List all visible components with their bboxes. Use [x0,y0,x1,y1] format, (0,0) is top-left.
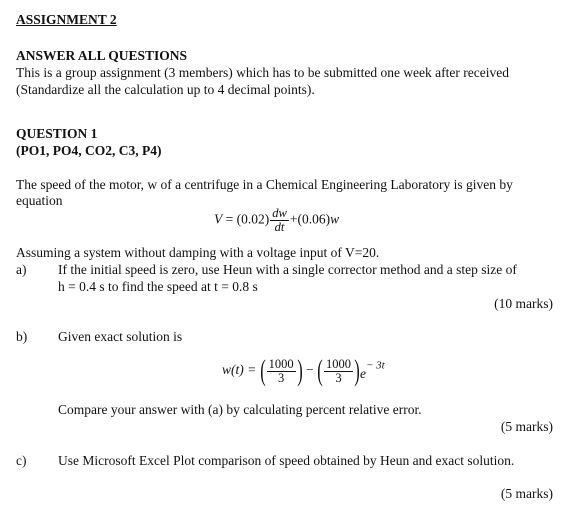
part-a-line-1: If the initial speed is zero, use Heun with a single corrector method and a step size of [58,262,517,277]
eq1-equals: = [225,211,234,227]
assumption-text: Assuming a system without damping with a voltage input of V=20. [16,245,380,260]
equation-2 [222,356,385,386]
part-c-line-1: Use Microsoft Excel Plot comparison of speed obtained by Heun and exact solution. [58,453,515,468]
statement-line-1: The speed of the motor, w of a centrifuge in a Chemical Engineering Laboratory is given by [16,177,513,192]
eq2-minus: − [305,362,314,378]
eq1-coef1: (0.02) [236,211,270,227]
eq1-fraction [270,207,289,234]
eq1-lhs: V [214,211,223,227]
eq1-plus: + [289,211,298,227]
intro-line-2: (Standardize all the calculation up to 4 decimal points). [16,82,315,97]
eq2-paren-open-2: ( [317,354,323,387]
eq2-denominator-2: 3 [335,370,342,385]
part-c-marks: (5 marks) [500,486,553,501]
part-b-label: b) [16,329,28,344]
instructions-heading: ANSWER ALL QUESTIONS [16,48,188,63]
part-c-label: c) [16,453,27,468]
part-b-marks: (5 marks) [500,419,553,434]
part-b-line-2: Compare your answer with (a) by calculating percent relative error. [58,402,422,417]
eq2-fraction-1 [267,358,296,385]
eq1-var: w [330,211,340,227]
part-b-line-1: Given exact solution is [58,329,183,344]
part-a-label: a) [16,262,27,277]
eq2-paren-close-2: ) [354,354,360,387]
eq2-paren-open-1: ( [259,354,266,387]
question-tags: (PO1, PO4, CO2, C3, P4) [16,143,162,158]
eq2-fraction-2 [324,358,353,385]
assignment-title: ASSIGNMENT 2 [16,12,117,27]
eq1-coef2: (0.06) [297,211,331,227]
eq1-denominator: dt [274,220,285,234]
intro-line-1: This is a group assignment (3 members) which has to be submitted one week after received [16,65,509,80]
part-a-line-2: h = 0.4 s to find the speed at t = 0.8 s [58,279,258,294]
question-title: QUESTION 1 [16,126,98,141]
eq2-paren-close-1: ) [296,354,303,387]
eq1-numerator: dw [272,206,287,220]
statement-line-2: equation [16,193,63,208]
eq2-exponent: − 3t [365,359,385,372]
eq2-base: e [359,366,366,382]
part-a-marks: (10 marks) [494,296,553,311]
equation-1 [214,207,339,234]
eq2-denominator-1: 3 [277,370,285,385]
eq2-lhs: w(t) = [222,362,257,378]
eq2-numerator-1: 1000 [268,356,294,371]
eq2-numerator-2: 1000 [325,356,351,371]
